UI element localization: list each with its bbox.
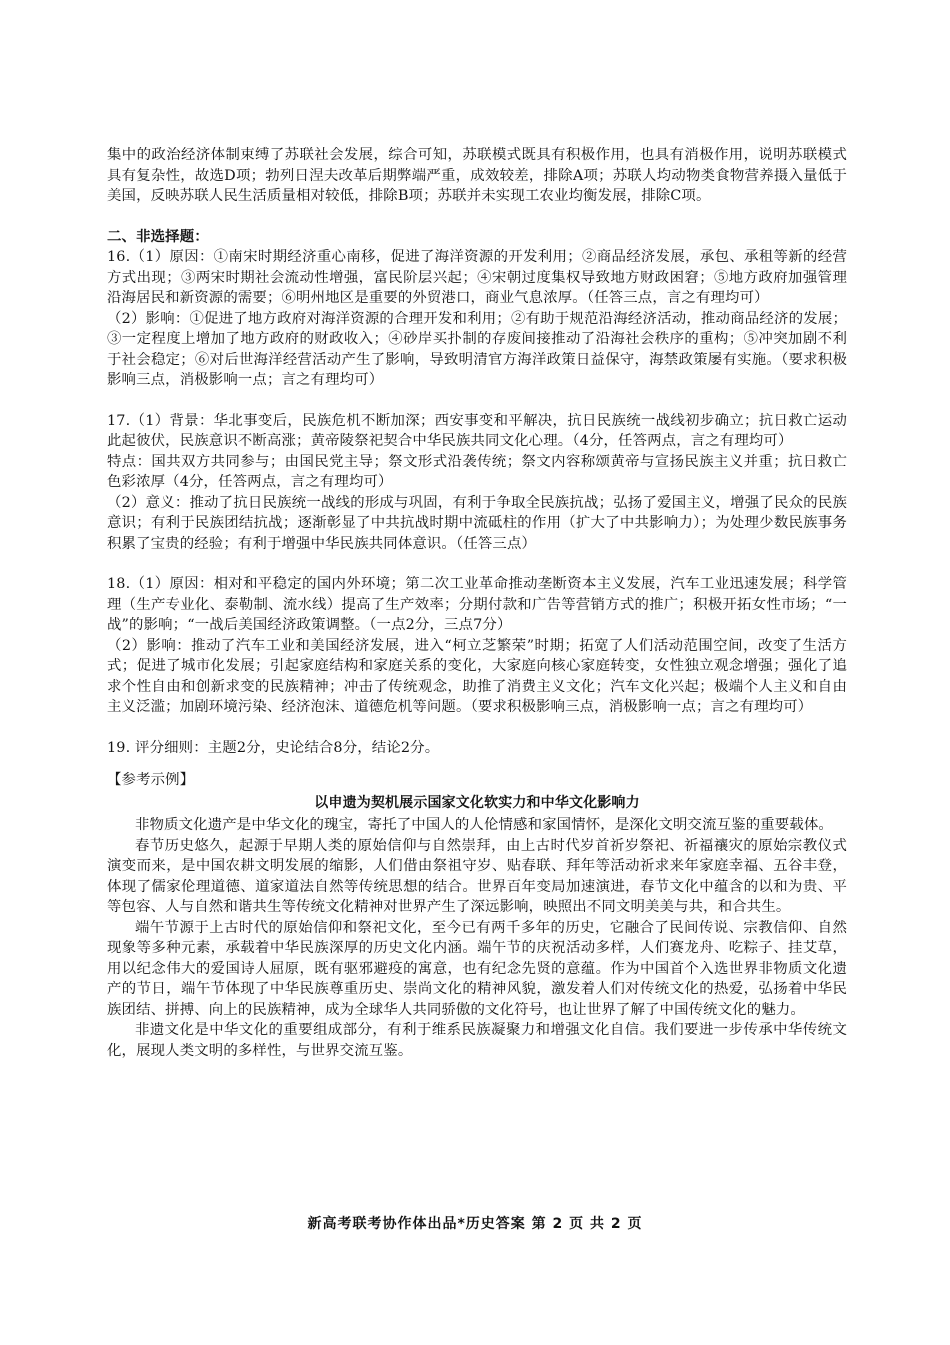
section-heading: 二、非选择题： — [107, 227, 209, 245]
q18-part1: 18.（1）原因：相对和平稳定的国内外环境；第二次工业革命推动垄断资本主义发展，汽车工业迅速发展；科学管理（生产专业化、泰勒制、流水线）提高了生产效率；分期付款和广告等营销方式的推广；积极开拓女性市场；“一战”的影响；“一战后美国经济政策调整。（一点2分，三点7分） — [107, 576, 847, 633]
example-label: 【参考示例】 — [107, 772, 195, 788]
answer-page — [107, 145, 847, 1061]
q17-part2: （2）意义：推动了抗日民族统一战线的形成与巩固，有利于争取全民族抗战；弘扬了爱国主义，增强了民众的民族意识；有利于民族团结抗战；逐渐彰显了中共抗战时期中流砥柱的作用（扩大了中共影响力）；为处理少数民族事务积累了宝贵的经验；有利于增强中华民族共同体意识。（任答三点） — [107, 494, 847, 552]
q17-part1: 17.（1）背景：华北事变后，民族危机不断加深；西安事变和平解决，抗日民族统一战线初步确立；抗日救亡运动此起彼伏，民族意识不断高涨；黄帝陵祭祀契合中华民族共同文化心理。（4分，任答两点，言之有理均可） — [107, 412, 847, 449]
q16-part2: （2）影响：①促进了地方政府对海洋资源的合理开发和利用；②有助于规范沿海经济活动，推动商品经济的发展；③一定程度上增加了地方政府的财政收入；④砂岸买扑制的存废间接推动了沿海社会秩序的重构；⑤冲突加剧不利于社会稳定；⑥对后世海洋经营活动产生了影响，导致明清官方海洋政策日益保守，海禁政策屡有实施。（要求积极影响三点，消极影响一点；言之有理均可） — [107, 310, 847, 388]
intro-paragraph: 集中的政治经济体制束缚了苏联社会发展，综合可知，苏联模式既具有积极作用，也具有消极作用，说明苏联模式具有复杂性，故选D项；勃列日涅夫改革后期弊端严重，成效较差，排除A项；苏联人均动物类食物营养摄入量低于美国，反映苏联人民生活质量相对较低，排除B项；苏联并未实现工农业均衡发展，排除C项。 — [107, 147, 847, 204]
q18-part2: （2）影响：推动了汽车工业和美国经济发展，进入“柯立芝繁荣”时期；拓宽了人们活动范围空间，改变了生活方式；促进了城市化发展；引起家庭结构和家庭关系的变化，大家庭向核心家庭转变，女性独立观念增强；强化了追求个性自由和创新求变的民族精神；冲击了传统观念，助推了消费主义文化；汽车文化兴起；极端个人主义和自由主义泛滥；加剧环境污染、经济泡沫、道德危机等问题。（要求积极影响三点，消极影响一点；言之有理均可） — [107, 637, 847, 715]
essay-paragraph: 非遗文化是中华文化的重要组成部分，有利于维系民族凝聚力和增强文化自信。我们要进一步传承中华传统文化，展现人类文明的多样性，与世界交流互鉴。 — [107, 1022, 847, 1059]
essay-paragraph: 春节历史悠久，起源于早期人类的原始信仰与自然崇拜，由上古时代岁首祈岁祭祀、祈福禳灾的原始宗教仪式演变而来，是中国农耕文明发展的缩影，人们借由祭祖守岁、贴春联、拜年等活动祈求来年家庭幸福、五谷丰登，体现了儒家伦理道德、道家道法自然等传统思想的结合。世界百年变局加速演进，春节文化中蕴含的以和为贵、平等包容、人与自然和谐共生等传统文化精神对世界产生了深远影响，映照出不同文明美美与共，和合共生。 — [107, 837, 847, 915]
q19-scoring: 19. 评分细则：主题2分，史论结合8分，结论2分。 — [107, 739, 440, 756]
page-footer: 新高考联考协作体出品*历史答案 第 2 页 共 2 页 — [307, 1216, 643, 1232]
q17-features: 特点：国共双方共同参与；由国民党主导；祭文形式沿袭传统；祭文内容称颂黄帝与宣扬民族主义并重；抗日救亡色彩浓厚（4分，任答两点，言之有理均可） — [107, 453, 847, 490]
essay-paragraph: 非物质文化遗产是中华文化的瑰宝，寄托了中国人的人伦情感和家国情怀，是深化文明交流互鉴的重要载体。 — [135, 817, 833, 833]
essay-title: 以申遗为契机展示国家文化软实力和中华文化影响力 — [314, 794, 640, 811]
q16-part1: 16.（1）原因：①南宋时期经济重心南移，促进了海洋资源的开发利用；②商品经济发展，承包、承租等新的经营方式出现；③两宋时期社会流动性增强，富民阶层兴起；④宋朝过度集权导致地方财政困窘；⑤地方政府加强管理沿海居民和新资源的需要；⑥明州地区是重要的外贸港口，商业气息浓厚。（任答三点，言之有理均可） — [107, 249, 847, 306]
essay-paragraph: 端午节源于上古时代的原始信仰和祭祀文化，至今已有两千多年的历史，它融合了民间传说、宗教信仰、自然现象等多种元素，承载着中华民族深厚的历史文化内涵。端午节的庆祝活动多样，人们赛龙舟、吃粽子、挂艾草，用以纪念伟大的爱国诗人屈原，既有驱邪避疫的寓意，也有纪念先贤的意蕴。作为中国首个入选世界非物质文化遗产的节日，端午节体现了中华民族尊重历史、崇尚文化的精神风貌，激发着人们对传统文化的热爱，弘扬着中华民族团结、拼搏、向上的民族精神，成为全球华人共同骄傲的文化符号，也让世界了解了中国传统文化的魅力。 — [107, 919, 847, 1018]
